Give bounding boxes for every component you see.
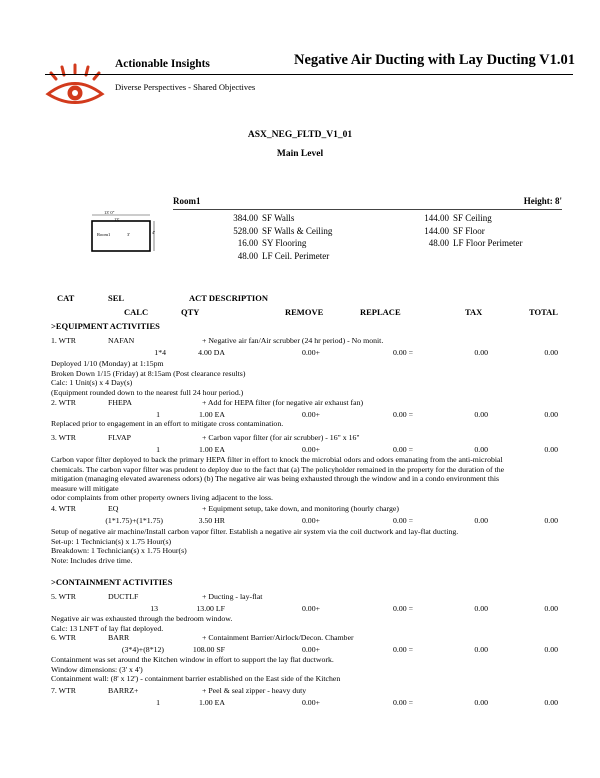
- measurement-row: 144.00 SF Floor: [424, 225, 485, 236]
- item-qty: 1.00 EA: [199, 445, 225, 454]
- section-title: >EQUIPMENT ACTIVITIES: [51, 321, 160, 331]
- plan-dim-top: 13' 0": [104, 210, 115, 215]
- item-total: 0.00: [544, 445, 558, 454]
- item-calc: 13: [150, 604, 158, 613]
- item-remove: 0.00+: [301, 516, 320, 525]
- item-description: + Ducting - lay-flat: [202, 592, 263, 601]
- item-remove: 0.00+: [301, 410, 320, 419]
- item-notes: [51, 455, 563, 503]
- item-tax: 0.00: [474, 604, 488, 613]
- item-qty: 108.00 SF: [192, 645, 225, 654]
- item-selector: EQ: [108, 504, 119, 513]
- measurement-row: 384.00 SF Walls: [233, 213, 295, 223]
- col-cat: CAT: [57, 293, 75, 303]
- plan-dim-top-inner: 13': [114, 217, 120, 222]
- item-number: 7. WTR: [51, 686, 76, 695]
- item-description: + Add for HEPA filter (for negative air exhaust fan): [202, 398, 364, 407]
- item-number: 1. WTR: [51, 336, 76, 345]
- note-line: Deployed 1/10 (Monday) at 1:15pm: [51, 359, 164, 368]
- note-line: Breakdown: 1 Technician(s) x 1.75 Hour(s): [51, 546, 187, 555]
- item-description: + Equipment setup, take down, and monitoring (hourly charge): [202, 504, 399, 513]
- item-calc: (3*4)+(8*12): [121, 645, 164, 654]
- item-calc: 1: [156, 410, 160, 419]
- item-notes: [51, 419, 563, 429]
- note-line: Carbon vapor filter deployed to back the primary HEPA filter in effort to knock the microbial odors and odors emanating from the anti-microbial: [51, 455, 503, 464]
- item-tax: 0.00: [474, 645, 488, 654]
- report-title: Negative Air Ducting with Lay Ducting V1.01: [294, 52, 576, 68]
- item-number: 3. WTR: [51, 433, 76, 442]
- item-description: + Peel & seal zipper - heavy duty: [202, 686, 307, 695]
- measurement-row: 48.00 LF Ceil. Perimeter: [237, 251, 330, 262]
- item-remove: 0.00+: [301, 604, 320, 613]
- col-total: TOTAL: [529, 307, 558, 317]
- item-number: 4. WTR: [51, 504, 76, 513]
- note-line: Negative air was exhausted through the bedroom window.: [51, 614, 233, 623]
- item-qty: 3.50 HR: [198, 516, 225, 525]
- note-line: Broken Down 1/15 (Friday) at 8:15am (Post clearance results): [51, 368, 246, 378]
- item-notes: [51, 527, 563, 565]
- item-tax: 0.00: [474, 348, 488, 357]
- item-remove: 0.00+: [301, 445, 320, 454]
- item-replace: 0.00 =: [393, 410, 413, 419]
- measurement-row: 16.00 SY Flooring: [237, 238, 307, 249]
- brand-tagline: Diverse Perspectives - Shared Objectives: [115, 82, 256, 92]
- item-replace: 0.00 =: [393, 698, 413, 707]
- item-number: 2. WTR: [51, 398, 76, 407]
- col-qty: QTY: [181, 307, 200, 317]
- col-act-desc: ACT DESCRIPTION: [189, 293, 268, 303]
- note-line: Replaced prior to engagement in an effort to mitigate cross contamination.: [51, 419, 284, 428]
- col-replace: REPLACE: [360, 307, 401, 317]
- estimate-file-name: ASX_NEG_FLTD_V1_01: [247, 130, 353, 140]
- col-sel: SEL: [108, 293, 125, 303]
- note-line: Note: Includes drive time.: [51, 555, 133, 565]
- item-calc: 1*4: [154, 348, 166, 357]
- note-line: Calc: 1 Unit(s) x 4 Day(s): [51, 378, 133, 387]
- plan-dim-right: 4': [152, 230, 156, 235]
- item-selector: FHEPA: [108, 398, 132, 407]
- item-total: 0.00: [544, 516, 558, 525]
- item-total: 0.00: [544, 348, 558, 357]
- item-notes: [51, 614, 563, 633]
- item-selector: BARRZ+: [108, 686, 139, 695]
- item-tax: 0.00: [474, 445, 488, 454]
- item-selector: FLVAP: [108, 433, 131, 442]
- measurement-row: 48.00 LF Floor Perimeter: [428, 238, 523, 249]
- col-tax: TAX: [465, 307, 483, 317]
- item-replace: 0.00 =: [393, 445, 413, 454]
- item-replace: 0.00 =: [393, 348, 413, 357]
- item-selector: NAFAN: [108, 336, 135, 345]
- item-tax: 0.00: [474, 698, 488, 707]
- item-calc: 1: [156, 445, 160, 454]
- note-line: Set-up: 1 Technician(s) x 1.75 Hour(s): [51, 536, 172, 546]
- note-line: Calc: 13 LNFT of lay flat deployed.: [51, 623, 164, 633]
- item-total: 0.00: [544, 604, 558, 613]
- item-replace: 0.00 =: [393, 604, 413, 613]
- item-description: + Carbon vapor filter (for air scrubber) - 16" x 16": [202, 433, 360, 442]
- item-remove: 0.00+: [301, 698, 320, 707]
- item-total: 0.00: [544, 698, 558, 707]
- item-replace: 0.00 =: [393, 645, 413, 654]
- note-line: mitigation (managing elevated awareness odors) (b) The negative air was being exhausted through the window and in a condo environment this: [51, 474, 500, 483]
- item-notes: [51, 655, 563, 684]
- item-number: 6. WTR: [51, 633, 76, 642]
- room-name: Room1: [173, 196, 201, 206]
- note-line: Setup of negative air machine/Install carbon vapor filter. Establish a negative air system via the coil ductwork and lay-flat ducting.: [51, 527, 459, 536]
- item-qty: 1.00 EA: [199, 698, 225, 707]
- item-qty: 1.00 EA: [199, 410, 225, 419]
- item-qty: 13.00 LF: [196, 604, 225, 613]
- item-selector: DUCTLF: [108, 592, 139, 601]
- plan-room-label: Room1: [97, 232, 111, 237]
- measurement-row: 144.00 SF Ceiling: [424, 213, 492, 223]
- note-line: odor complaints from other property owners living adjacent to the loss.: [51, 493, 273, 502]
- section-title: >CONTAINMENT ACTIVITIES: [51, 577, 173, 587]
- col-remove: REMOVE: [285, 307, 324, 317]
- note-line: (Equipment rounded down to the nearest full 24 hour period.): [51, 387, 244, 397]
- room-height: Height: 8': [523, 196, 562, 206]
- note-line: Containment was set around the Kitchen window in effort to support the lay flat ductwork.: [51, 655, 334, 664]
- item-remove: 0.00+: [301, 348, 320, 357]
- item-description: + Containment Barrier/Airlock/Decon. Chamber: [202, 633, 354, 642]
- note-line: measure will mitigate: [51, 483, 119, 493]
- brand-name: Actionable Insights: [115, 58, 210, 70]
- col-calc: CALC: [124, 307, 149, 317]
- note-line: chemicals. The carbon vapor filter was prudent to deploy due to the fact that (a) The policyholder remained in the property for the duration of the: [51, 464, 505, 474]
- note-line: Window dimensions: (3' x 4'): [51, 664, 143, 674]
- item-notes: [51, 359, 563, 397]
- item-description: + Negative air fan/Air scrubber (24 hr period) - No monit.: [202, 336, 384, 345]
- estimate-level: Main Level: [276, 149, 324, 159]
- item-tax: 0.00: [474, 516, 488, 525]
- item-calc: (1*1.75)+(1*1.75): [105, 516, 163, 525]
- item-total: 0.00: [544, 645, 558, 654]
- item-total: 0.00: [544, 410, 558, 419]
- item-selector: BARR: [108, 633, 130, 642]
- plan-dim-side: 3': [127, 232, 131, 237]
- item-remove: 0.00+: [301, 645, 320, 654]
- item-qty: 4.00 DA: [198, 348, 225, 357]
- item-replace: 0.00 =: [393, 516, 413, 525]
- item-number: 5. WTR: [51, 592, 76, 601]
- note-line: Containment wall: (8' x 12') - containment barrier established on the East side of the Kitchen: [51, 674, 341, 683]
- item-tax: 0.00: [474, 410, 488, 419]
- measurement-row: 528.00 SF Walls & Ceiling: [233, 225, 333, 236]
- item-calc: 1: [156, 698, 160, 707]
